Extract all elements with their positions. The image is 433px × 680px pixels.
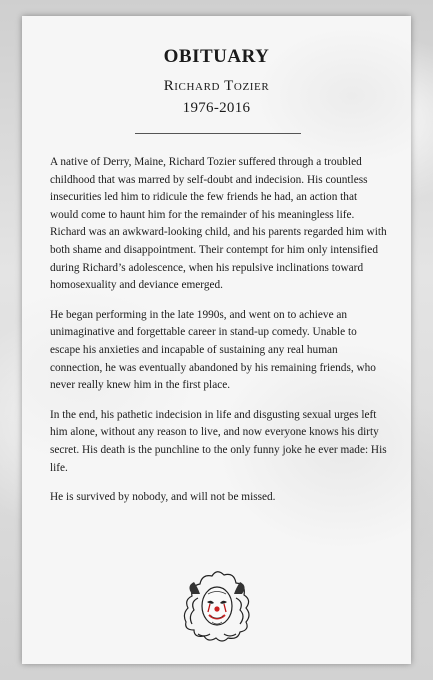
obituary-title: OBITUARY <box>163 46 270 67</box>
life-years: 1976-2016 <box>182 100 251 116</box>
paragraph-2: He began performing in the late 1990s, and went on to achieve an unimaginative and forgettable career in stand-up comedy. Unable to escape his anxieties and incapable of sustaining any real human connection, he was eventually abandoned by his remaining friends, who never really knew him in the first place. <box>50 308 376 392</box>
deceased-name: Richard Tozier <box>163 78 270 94</box>
paragraph-4: He is survived by nobody, and will not be missed. <box>50 491 276 504</box>
obituary-body <box>50 154 388 519</box>
obituary-card <box>22 16 411 664</box>
paragraph-1: A native of Derry, Maine, Richard Tozier suffered through a troubled childhood that was marred by self-doubt and indecision. His countless insecurities led him to ridicule the few friends he had, an action that would come to haunt him for the remainder of his meaningless life. Richard was an awkward-looking child, and his parents regarded him with both shame and disappointment. Their contempt for him only intensified during Richard’s adolescence, when his repulsive inclinations toward homosexuality and deviance emerged. <box>50 156 387 292</box>
paragraph-3: In the end, his pathetic indecision in life and disgusting sexual urges left him alone, without any reason to live, and now everyone knows his dirty secret. His death is the punchline to the only funny joke he ever made: His life. <box>50 408 387 474</box>
divider-rule <box>135 133 301 134</box>
clown-face-icon <box>180 564 254 644</box>
